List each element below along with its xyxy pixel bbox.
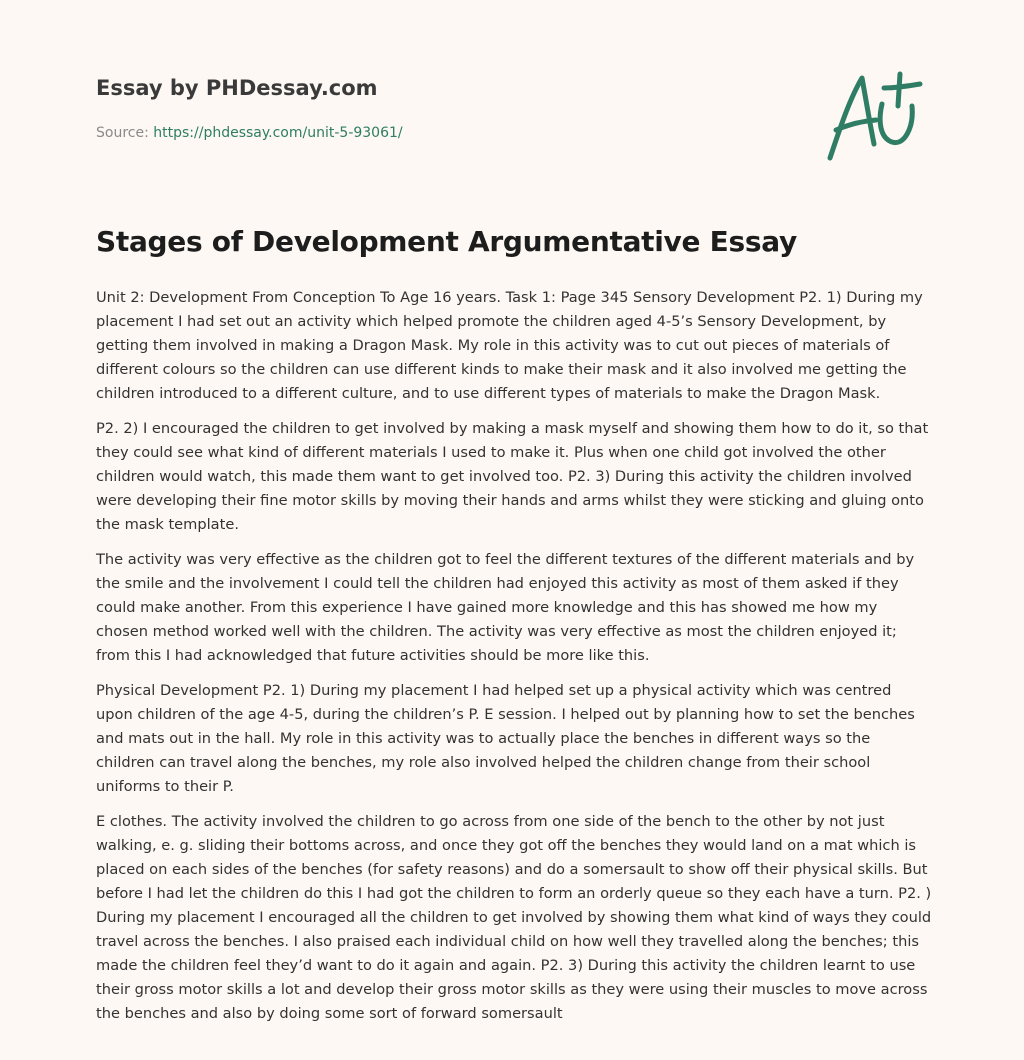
essay-title: Stages of Development Argumentative Essay	[96, 225, 797, 258]
a-plus-logo-icon	[818, 66, 928, 166]
page-header	[96, 76, 926, 141]
essay-paragraph: The activity was very effective as the children got to feel the different textures of the different materials and by the smile and the involvement I could tell the children had enjoyed this activity as most of them asked if they could make another. From this experience I have gained more knowledge and this has showed me how my chosen method worked well with the children. The activity was very effective as most the children enjoyed it; from this I had acknowledged that future activities should be more like this.	[96, 551, 915, 664]
source-line	[96, 125, 403, 141]
site-brand: Essay by PHDessay.com	[96, 76, 378, 100]
source-label: Source:	[96, 125, 149, 141]
essay-paragraph: Unit 2: Development From Conception To Age 16 years. Task 1: Page 345 Sensory Development P2. 1) During my placement I had set out an activity which helped promote the children aged 4-5’s Sensory Development, by getting them involved in making a Dragon Mask. My role in this activity was to cut out pieces of materials of different colours so the children can use different kinds to make their mask and it also involved me getting the children introduced to a different culture, and to use different types of materials to make the Dragon Mask.	[96, 289, 923, 402]
essay-paragraph: P2. 2) I encouraged the children to get involved by making a mask myself and showing them how to do it, so that they could see what kind of different materials I used to make it. Plus when one child got involved the other children would watch, this made them want to get involved too. P2. 3) During this activity the children involved were developing their fine motor skills by moving their hands and arms whilst they were sticking and gluing onto the mask template.	[96, 420, 929, 533]
essay-paragraph: E clothes. The activity involved the children to go across from one side of the bench to the other by not just walking, e. g. sliding their bottoms across, and once they got off the benches they would land on a mat which is placed on each sides of the benches (for safety reasons) and do a somersault to show off their physical skills. But before I had let the children do this I had got the children to form an orderly queue so they each have a turn. P2. ) During my placement I encouraged all the children to get involved by showing them what kind of ways they could travel across the benches. I also praised each individual child on how well they travelled along the benches; this made the children feel they’d want to do it again and again. P2. 3) During this activity the children learnt to use their gross motor skills a lot and develop their gross motor skills as they were using their muscles to move across the benches and also by doing some sort of forward somersault	[96, 813, 932, 1022]
essay-body	[96, 286, 932, 1037]
source-link[interactable]: https://phdessay.com/unit-5-93061/	[153, 125, 403, 141]
essay-paragraph: Physical Development P2. 1) During my placement I had helped set up a physical activity which was centred upon children of the age 4-5, during the children’s P. E session. I helped out by planning how to set the benches and mats out in the hall. My role in this activity was to actually place the benches in different ways so the children can travel along the benches, my role also involved helped the children change from their school uniforms to their P.	[96, 682, 915, 795]
